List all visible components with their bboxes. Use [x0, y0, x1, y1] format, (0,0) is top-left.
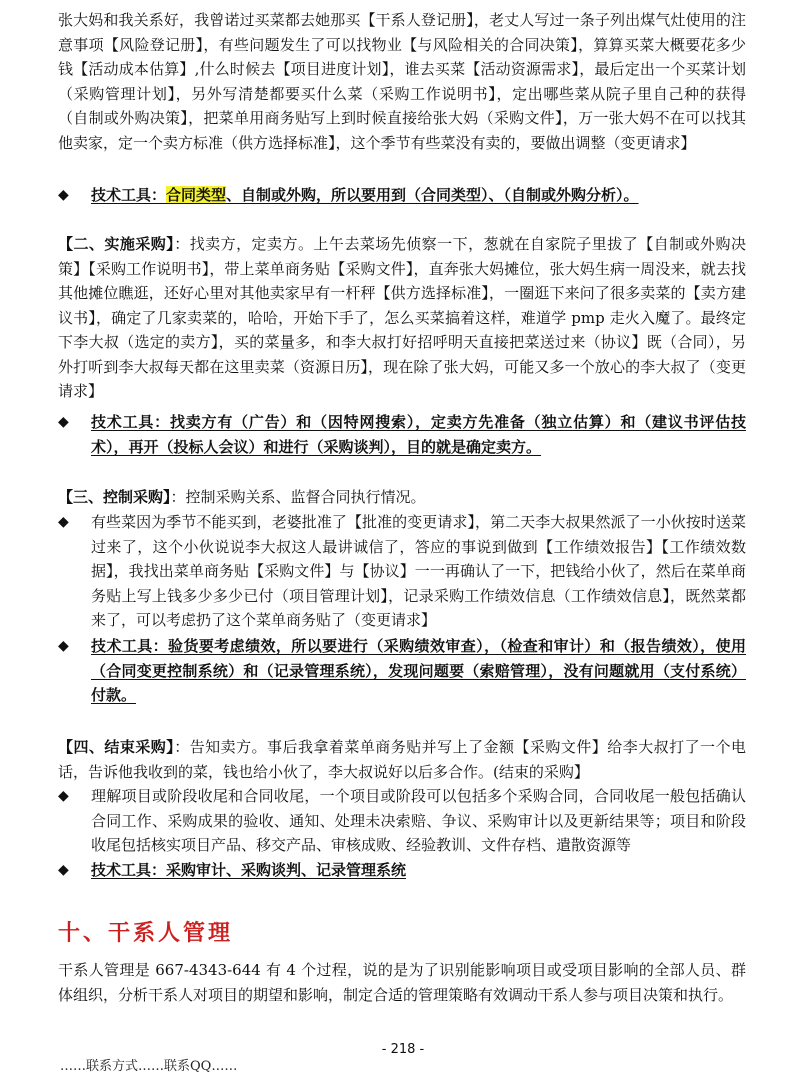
section-title: 【三、控制采购】 — [58, 488, 171, 506]
stakeholder-paragraph: 干系人管理是 667-4343-644 有 4 个过程，说的是为了识别能影响项目或受项目影响的全部人员、群体组织，分析干系人对项目的期望和影响，制定合适的管理策略有效调动干系人参与项目决策和执行。 — [58, 961, 746, 1004]
page-number: - 218 - — [381, 1042, 425, 1057]
section-title: 【四、结束采购】 — [58, 738, 175, 756]
diamond-bullet-icon: ◆ — [58, 788, 69, 804]
paragraph-text: 张大妈和我关系好，我曾诺过买菜都去她那买【干系人登记册】，老丈人写过一条子列出煤气灶使用的注意事项【风险登记册】，有些问题发生了可以找物业【与风险相关的合同决策】，算算买菜大概要花多少钱【活动成本估算】,什么时候去【项目进度计划】，谁去买菜【活动资源需求】，最后定出一个买菜计划（采购管理计划】，另外写清楚都要买什么菜（采购工作说明书】，定出哪些菜从院子里自己种的获得（自制或外购决策】，把菜单用商务贴写上到时候直接给张大妈（采购文件】，万一张大妈不在可以找其他卖家，定一个卖方标准（供方选择标准】，这个季节有些菜没有卖的，要做出调整（变更请求】 — [58, 11, 746, 152]
tool-text: 技术工具：合同类型、自制或外购，所以要用到（合同类型）、（自制或外购分析）。 — [91, 186, 639, 204]
close-procurement-paragraph: 【四、结束采购】：告知卖方。事后我拿着菜单商务贴并写上了金额【采购文件】给李大叔打了一个电话，告诉他我收到的菜，钱也给小伙了，李大叔说好以后多合作。(结束的采购】 — [58, 738, 746, 781]
bullet-text: 有些菜因为季节不能买到，老婆批准了【批准的变更请求】，第二天李大叔果然派了一小伙按时送菜过来了，这个小伙说说李大叔这人最讲诚信了，答应的事说到做到【工作绩效报告】【工作绩效数据】，我找出菜单商务贴【采购文件】与【协议】一一再确认了一下，把钱给小伙了，然后在菜单商务贴上写上钱多少多少已付（项目管理计划】，记录采购工作绩效信息（工作绩效信息】，既然菜都来了，可以考虑扔了这个菜单商务贴了（变更请求】 — [91, 513, 746, 629]
tool-text: 技术工具：采购审计、采购谈判、记录管理系统 — [91, 861, 407, 879]
highlighted-term: 合同类型 — [166, 186, 227, 204]
close-bullet — [58, 784, 746, 858]
procurement-plan-paragraph — [58, 8, 746, 155]
chapter-heading: 十、干系人管理 — [58, 920, 234, 946]
control-procurement-paragraph: 【三、控制采购】：控制采购关系、监督合同执行情况。 — [58, 488, 426, 506]
diamond-bullet-icon: ◆ — [58, 862, 69, 878]
conduct-procurement-paragraph: 【二、实施采购】：找卖方，定卖方。上午去菜场先侦察一下，葱就在自家院子里拔了【自制或外购决策】【采购工作说明书】，带上菜单商务贴【采购文件】，直奔张大妈摊位，张大妈生病一周没来，就去找其他摊位瞧逛，还好心里对其他卖家早有一杆秤【供方选择标准】，一圈逛下来问了很多卖菜的【卖方建议书】，确定了几家卖菜的，哈哈，开始下手了，怎么买菜搞着这样，难道学 pmp 走火入魔了。最终定下李大叔（选定的卖方】，买的菜量多，和李大叔打好招呼明天直接把菜送过来（协议】既（合同），另外打听到李大叔每天都在这里卖菜（资源日历】，现在除了张大妈，可能又多一个放心的李大叔了（变更请求】 — [58, 235, 746, 400]
tool-bullet-close — [58, 858, 746, 883]
bullet-text: 理解项目或阶段收尾和合同收尾，一个项目或阶段可以包括多个采购合同，合同收尾一般包括确认合同工作、采购成果的验收、通知、处理未决索赔、争议、采购审计以及更新结果等；项目和阶段收尾包括核实项目产品、移交产品、审核成败、经验教训、文件存档、遣散资源等 — [91, 787, 746, 854]
diamond-bullet-icon: ◆ — [58, 414, 69, 430]
tool-bullet-plan — [58, 183, 746, 208]
footer-fragment: ……联系方式……联系QQ…… — [60, 1059, 238, 1074]
diamond-bullet-icon: ◆ — [58, 187, 69, 203]
tool-bullet-conduct — [58, 410, 746, 459]
tool-bullet-control — [58, 634, 746, 708]
section-title: 【二、实施采购】 — [58, 235, 175, 253]
diamond-bullet-icon: ◆ — [58, 514, 69, 530]
diamond-bullet-icon: ◆ — [58, 638, 69, 654]
tool-text: 技术工具：验货要考虑绩效，所以要进行（采购绩效审查），（检查和审计）和（报告绩效），使用（合同变更控制系统）和（记录管理系统），发现问题要（索赔管理），没有问题就用（支付系统）付款。 — [91, 637, 746, 704]
tool-text: 技术工具：找卖方有（广告）和（因特网搜索），定卖方先准备（独立估算）和（建议书评估技术），再开（投标人会议）和进行（采购谈判），目的就是确定卖方。 — [91, 413, 746, 456]
control-bullet — [58, 510, 746, 633]
